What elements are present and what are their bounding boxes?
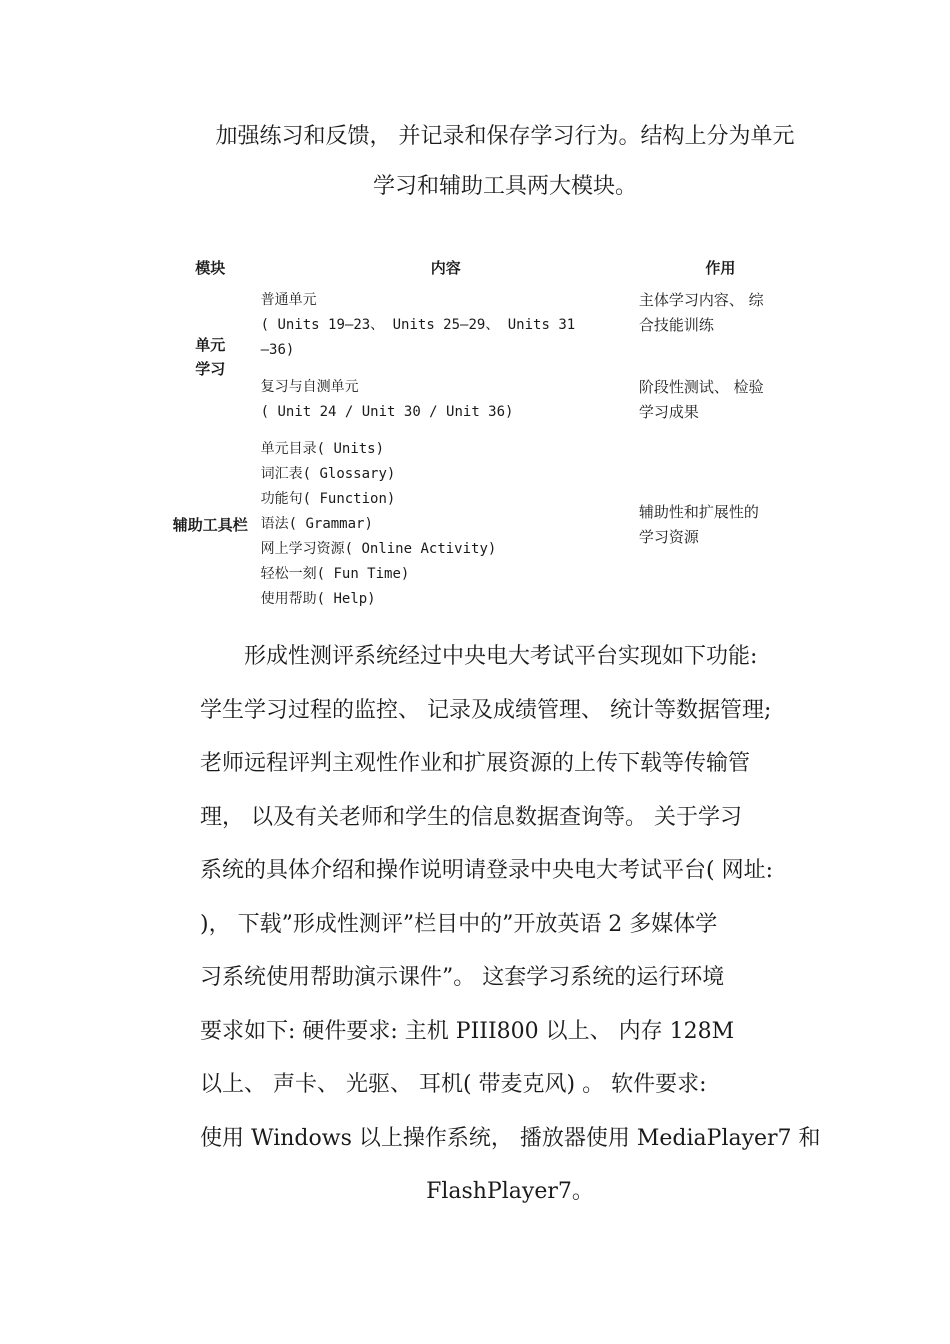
paragraph-line: 以上、 声卡、 光驱、 耳机( 带麦克风) 。 软件要求: bbox=[200, 1072, 707, 1097]
intro-line-1: 加强练习和反馈， 并记录和保存学习行为。结构上分为单元 bbox=[215, 124, 795, 149]
content-cell: 普通单元 ( Units 19—23、 Units 25—29、 Units 31 —36) bbox=[260, 292, 576, 358]
paragraph-line: 使用 Windows 以上操作系统， 播放器使用 MediaPlayer7 和 bbox=[200, 1125, 821, 1151]
paragraph-line: 学生学习过程的监控、 记录及成绩管理、 统计等数据管理; bbox=[200, 697, 772, 723]
intro-line-2: 学习和辅助工具两大模块。 bbox=[372, 174, 637, 199]
table-row bbox=[160, 433, 810, 620]
content-cell: 单元目录( Units) 词汇表( Glossary) 功能句( Function) 语法( Grammar) 网上学习资源( Online Activity) 轻松一刻( Fun Time) 使用帮助( Help) bbox=[260, 441, 497, 607]
table-row bbox=[160, 284, 810, 371]
paragraph-line: 要求如下: 硬件要求: 主机 PIII800 以上、 内存 128M bbox=[200, 1018, 735, 1044]
paragraph-line: 系统的具体介绍和操作说明请登录中央电大考试平台( 网址: bbox=[200, 858, 773, 883]
paragraph-line: FlashPlayer7。 bbox=[426, 1179, 594, 1204]
paragraph-line: )， 下载”形成性测评”栏目中的”开放英语 2 多媒体学 bbox=[200, 911, 718, 937]
paragraph-line: 老师远程评判主观性作业和扩展资源的上传下载等传输管 bbox=[200, 751, 751, 776]
module-table bbox=[160, 250, 810, 620]
table-header-row bbox=[160, 250, 810, 284]
intro-text bbox=[200, 112, 810, 212]
header-content: 内容 bbox=[430, 258, 461, 277]
effect-cell: 辅助性和扩展性的 学习资源 bbox=[638, 502, 759, 546]
module-unit-cell: 单元 学习 bbox=[195, 335, 226, 378]
header-effect: 作用 bbox=[705, 258, 736, 277]
paragraph-line: 形成性测评系统经过中央电大考试平台实现如下功能: bbox=[200, 644, 758, 669]
content-cell: 复习与自测单元 ( Unit 24 / Unit 30 / Unit 36) bbox=[260, 379, 514, 420]
paragraph-line: 理， 以及有关老师和学生的信息数据查询等。 关于学习 bbox=[200, 804, 742, 830]
effect-cell: 主体学习内容、 综 合技能训练 bbox=[638, 291, 764, 334]
effect-cell: 阶段性测试、 检验 学习成果 bbox=[638, 378, 764, 421]
module-tools-cell: 辅助工具栏 bbox=[172, 515, 248, 534]
header-module: 模块 bbox=[195, 258, 226, 277]
body-paragraph bbox=[200, 630, 820, 1219]
paragraph-line: 习系统使用帮助演示课件”。 这套学习系统的运行环境 bbox=[200, 965, 725, 990]
